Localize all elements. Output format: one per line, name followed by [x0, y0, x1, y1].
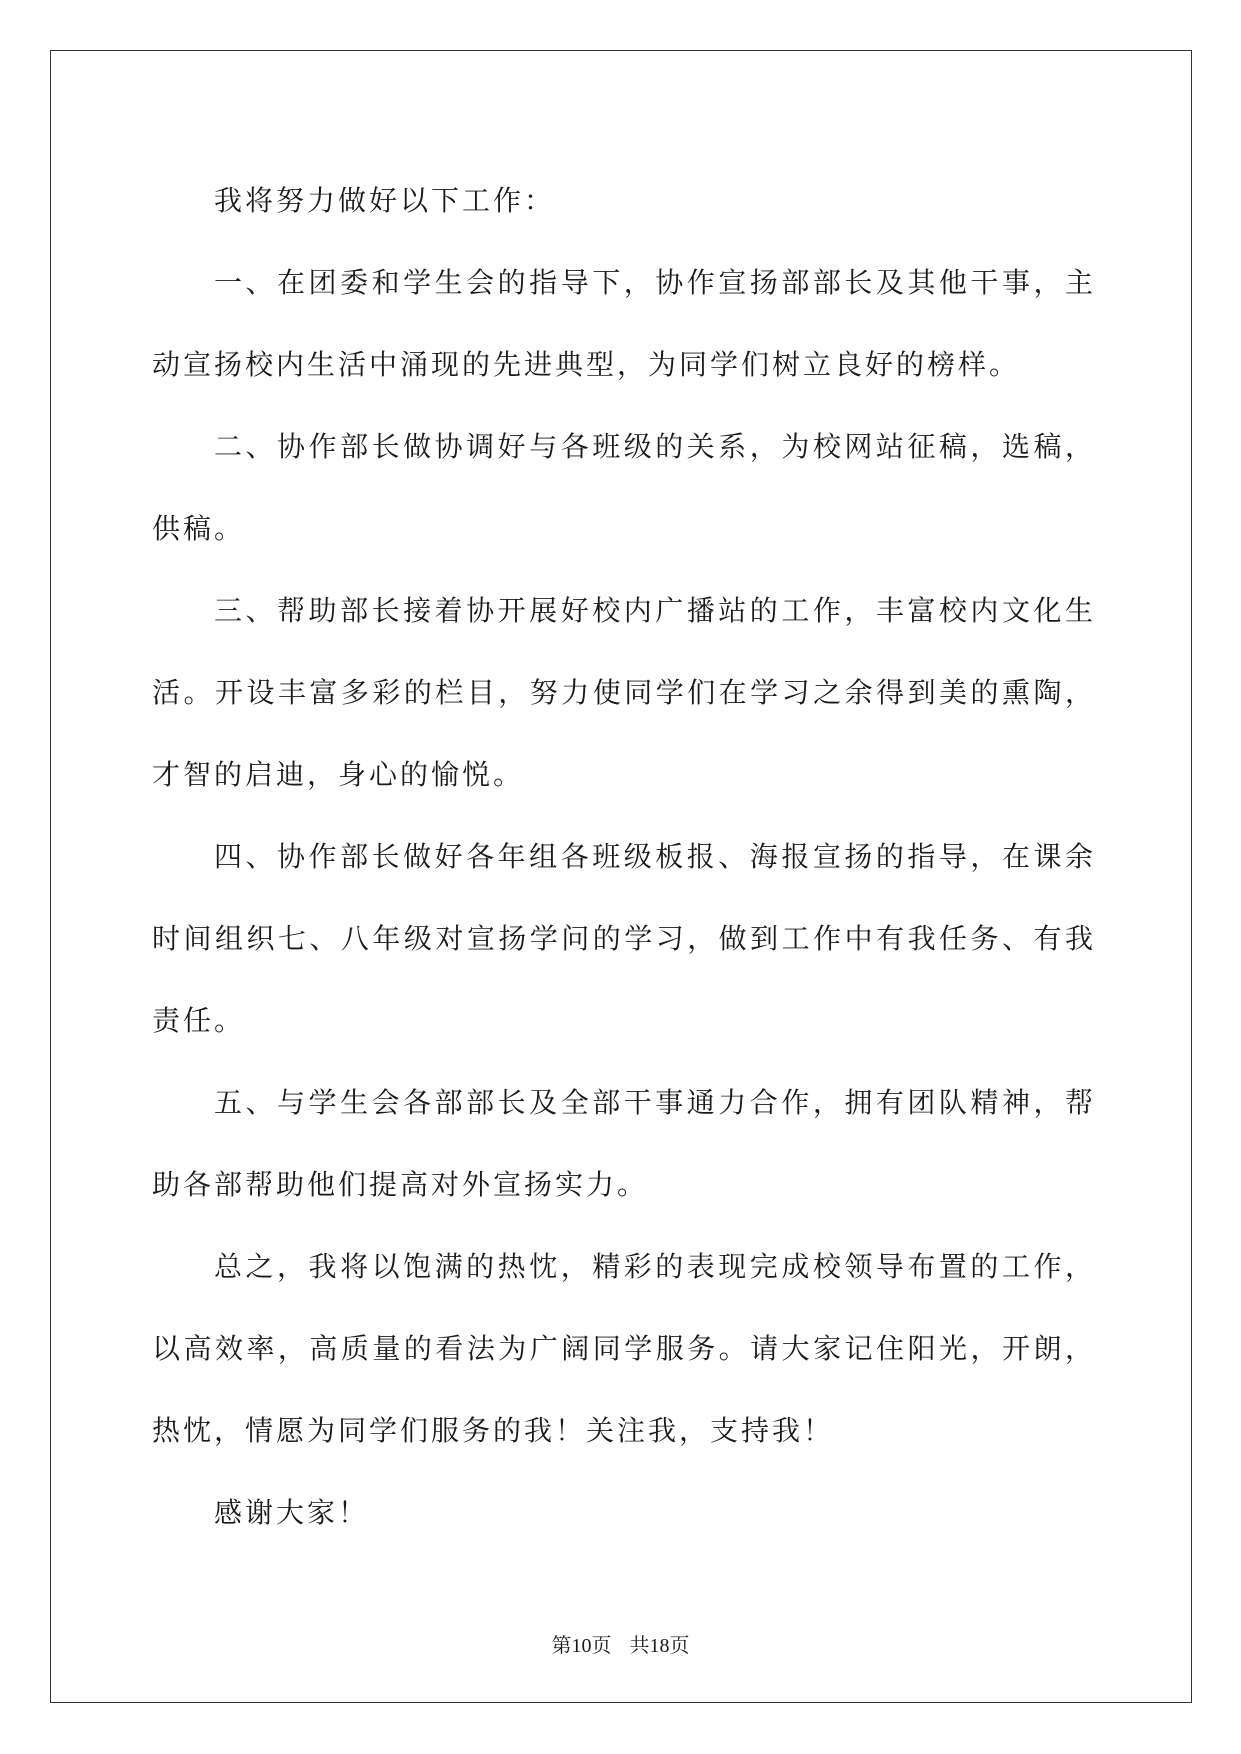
total-prefix: 共: [629, 1633, 650, 1657]
paragraph-intro: 我将努力做好以下工作：: [214, 184, 556, 217]
page-prefix: 第: [551, 1633, 572, 1657]
paragraph-item-1: 一、在团委和学生会的指导下，协作宣扬部部长及其他干事，主动宣扬校内生活中涌现的先进典型，为同学们树立良好的榜样。: [152, 266, 1096, 381]
total-pages: 18: [649, 1635, 670, 1657]
page-footer: [0, 1632, 1241, 1659]
paragraph-item-3: 三、帮助部长接着协开展好校内广播站的工作，丰富校内文化生活。开设丰富多彩的栏目，努力使同学们在学习之余得到美的熏陶，才智的启迪，身心的愉悦。: [152, 594, 1096, 791]
page-suffix: 页: [591, 1633, 612, 1657]
paragraph-item-5: 五、与学生会各部部长及全部干事通力合作，拥有团队精神，帮助各部帮助他们提高对外宣扬实力。: [152, 1086, 1096, 1201]
document-body: [152, 160, 1096, 1554]
paragraph-thanks: 感谢大家！: [214, 1496, 370, 1529]
paragraph-item-4: 四、协作部长做好各年组各班级板报、海报宣扬的指导，在课余时间组织七、八年级对宣扬学问的学习，做到工作中有我任务、有我责任。: [152, 840, 1096, 1037]
page-number: 10: [571, 1635, 592, 1657]
paragraph-summary: 总之，我将以饱满的热忱，精彩的表现完成校领导布置的工作，以高效率，高质量的看法为广阔同学服务。请大家记住阳光，开朗，热忱，情愿为同学们服务的我！关注我，支持我！: [152, 1250, 1096, 1447]
total-suffix: 页: [669, 1633, 690, 1657]
paragraph-item-2: 二、协作部长做协调好与各班级的关系，为校网站征稿，选稿，供稿。: [152, 430, 1096, 545]
